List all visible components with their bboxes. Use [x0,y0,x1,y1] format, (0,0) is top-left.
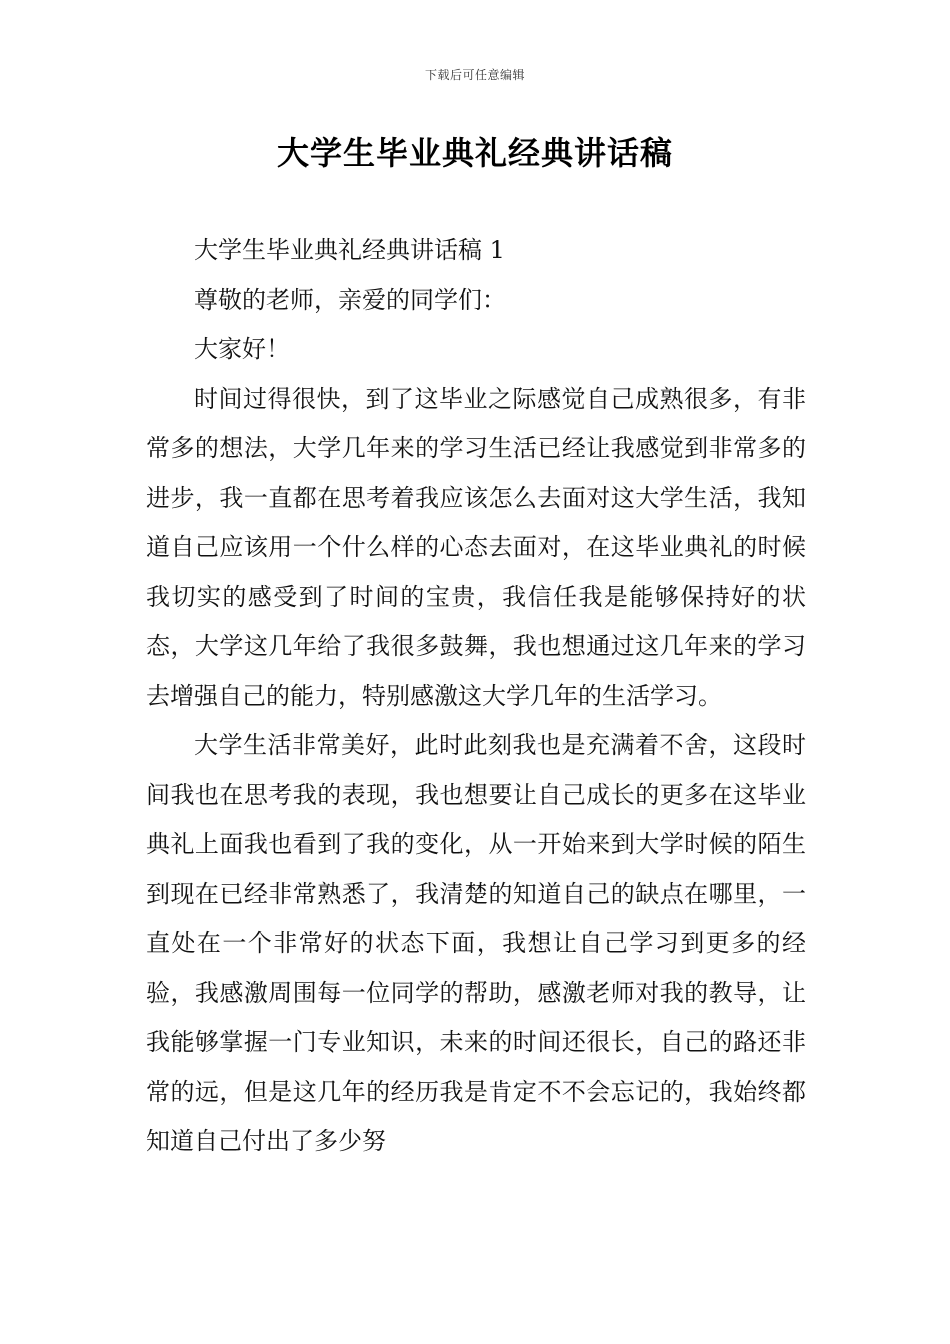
document-title: 大学生毕业典礼经典讲话稿 [276,134,673,172]
header-note: 下载后可任意编辑 [424,68,525,82]
paragraph-greeting: 大家好！ [194,335,290,363]
paragraph-salutation: 尊敬的老师，亲爱的同学们： [194,285,506,314]
paragraph-body-1: 时间过得很快，到了这毕业之际感觉自己成熟很多，有非常多的想法，大学几年来的学习生活已经让我感觉到非常多的进步，我一直都在思考着我应该怎么去面对这大学生活，我知道自己应该用一个什么样的心态去面对，在这毕业典礼的时候我切实的感受到了时间的宝贵，我信任我是能够保持好的状态，大学这几年给了我很多鼓舞，我也想通过这几年来的学习去增强自己的能力，特别感激这大学几年的生活学习。 [146,384,806,710]
paragraph-body-2: 大学生活非常美好，此时此刻我也是充满着不舍，这段时间我也在思考我的表现，我也想要让自己成长的更多在这毕业典礼上面我也看到了我的变化，从一开始来到大学时候的陌生到现在已经非常熟悉了，我清楚的知道自己的缺点在哪里，一直处在一个非常好的状态下面，我想让自己学习到更多的经验，我感激周围每一位同学的帮助，感激老师对我的教导，让我能够掌握一门专业知识，未来的时间还很长，自己的路还非常的远，但是这几年的经历我是肯定不不会忘记的，我始终都知道自己付出了多少努 [146,731,806,1155]
document-body [146,226,806,1167]
paragraph-heading: 大学生毕业典礼经典讲话稿 1 [194,236,505,264]
